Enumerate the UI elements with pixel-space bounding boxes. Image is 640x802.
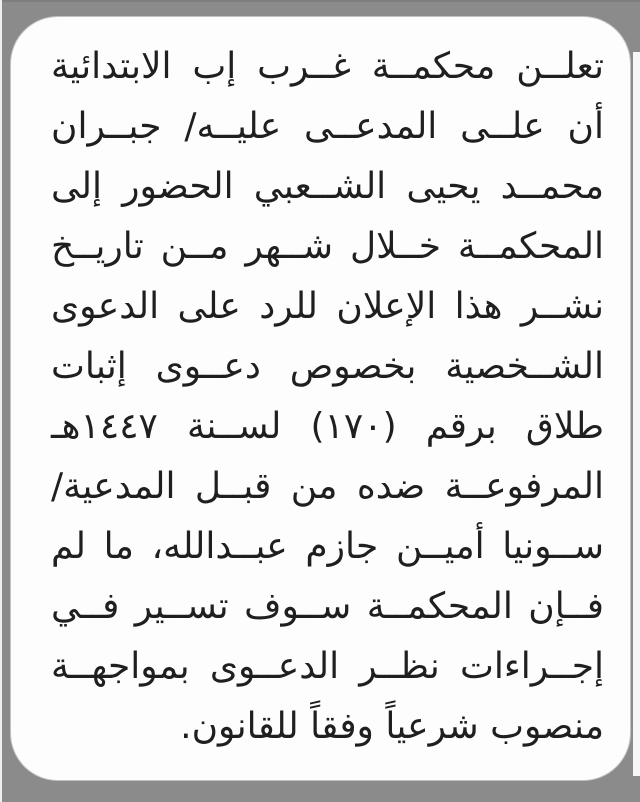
notice-line-9: ســونيا أميــن جازم عبــدالله، ما لم bbox=[51, 526, 604, 567]
page-top-shadow bbox=[0, 0, 640, 2]
notice-line-10: فــإن المحكمــة ســوف تســير فــي bbox=[51, 586, 604, 627]
court-notice-card bbox=[10, 16, 631, 781]
notice-line-4: المحكمــة خــلال شــهر مــن تاريــخ bbox=[51, 226, 604, 267]
notice-line-6: الشــخصية بخصوص دعــوى إثبات bbox=[51, 346, 604, 387]
page-edge-right bbox=[633, 52, 640, 776]
notice-line-2: أن علــى المدعــى عليــه/ جبــران bbox=[51, 106, 604, 147]
notice-body bbox=[51, 37, 604, 757]
notice-line-3: محمــد يحيى الشــعبي الحضور إلى bbox=[51, 166, 604, 207]
notice-line-1: تعلــن محكمــة غــرب إب الابتدائية bbox=[51, 46, 604, 87]
notice-line-8: المرفوعــة ضده من قبــل المدعية/ bbox=[51, 466, 604, 507]
notice-line-12: منصوب شرعياً وفقاً للقانون. bbox=[180, 706, 604, 747]
notice-line-11: إجــراءات نظــر الدعــوى بمواجهــة bbox=[51, 646, 604, 687]
notice-line-5: نشــر هذا الإعلان للرد على الدعوى bbox=[51, 286, 604, 327]
notice-line-7: طلاق برقم (١٧٠) لســنة ١٤٤٧هـ bbox=[51, 406, 604, 447]
page-edge-left bbox=[0, 0, 2, 802]
